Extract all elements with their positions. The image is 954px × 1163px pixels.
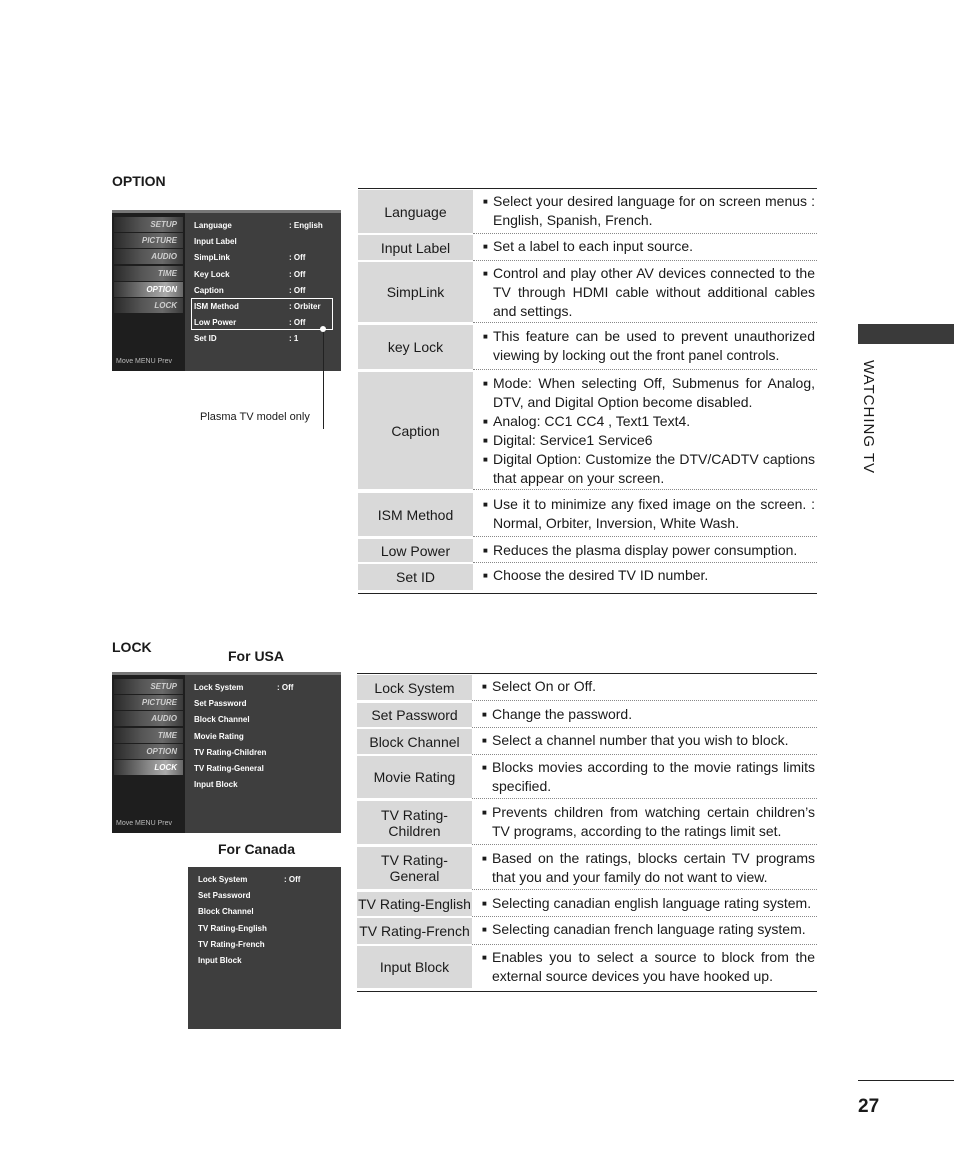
menu-row-label: Block Channel [194,715,250,725]
menu-row [198,891,250,900]
bullet-square-icon: ■ [482,682,487,691]
table-row-label: ISM Method [358,493,473,536]
menu-tab-option: OPTION [114,282,183,297]
bullet-text: Digital Option: Customize the DTV/CADTV captions that appear on your screen. [493,451,815,486]
table-top-rule [358,188,817,189]
menu-row-label: Input Label [194,237,237,247]
menu-tab-time: TIME [114,728,183,743]
bullet-text: Enables you to select a source to block from the external source devices you have hooked up. [492,949,815,984]
lock-section-label: LOCK [112,639,152,655]
menu-row-label: Key Lock [194,269,230,279]
description-bullet [482,758,815,796]
row-divider [473,562,817,563]
description-bullet [483,566,815,585]
menu-tab-audio: AUDIO [114,249,183,264]
row-divider [472,798,817,799]
table-row-description [482,849,815,887]
menu-row [194,683,294,692]
menu-row-value: : Orbiter [289,302,321,311]
bullet-square-icon: ■ [482,736,487,745]
menu-row-label: TV Rating-English [198,923,267,933]
menu-row-label: ISM Method [194,302,239,311]
menu-row-value: : Off [289,269,306,279]
bullet-text: Reduces the plasma display power consumption. [493,542,798,558]
menu-row [194,221,323,230]
menu-tab-lock: LOCK [114,298,183,313]
table-row-description [483,264,815,321]
menu-row [194,780,238,789]
canada-label: For Canada [218,841,296,857]
menu-row-value: : Off [289,285,306,295]
menu-tab-lock: LOCK [114,760,183,775]
menu-row-label: Input Block [198,956,242,965]
menu-row-label: Block Channel [198,907,254,917]
menu-row-value: : English [289,221,323,230]
bullet-square-icon: ■ [482,854,487,863]
menu-row-label: Movie Rating [194,731,244,741]
table-top-rule [357,673,817,674]
bullet-text: Prevents children from watching certain children’s TV programs, according to the ratings limit set. [492,804,815,839]
menu-row-label: Lock System [194,683,244,692]
menu-row [194,285,306,295]
table-row-description [482,758,815,796]
table-bottom-rule [358,593,817,594]
table-row-label: Input Label [358,235,473,260]
table-row-label: Movie Rating [357,756,472,798]
table-row-label: Set ID [358,564,473,590]
description-bullet [483,450,815,488]
bullet-text: Based on the ratings, blocks certain TV programs that you and your family do not want to view. [492,850,815,885]
bullet-text: Select your desired language for on screen menus : English, Spanish, French. [493,193,815,228]
menu-row [194,253,306,263]
bullet-square-icon: ■ [483,571,488,580]
plasma-highlight-box [191,298,333,330]
menu-row-value: : Off [277,683,294,692]
lock-usa-menu-screenshot [112,672,341,833]
menu-row-label: TV Rating-French [198,939,265,949]
menu-row-label: Lock System [198,875,248,884]
description-bullet [483,192,815,230]
table-row-label: Input Block [357,946,472,988]
menu-row [194,334,299,344]
description-bullet [483,374,815,412]
bullet-square-icon: ■ [483,379,488,388]
menu-row [198,907,254,916]
description-bullet [482,803,815,841]
description-bullet [483,431,815,450]
bullet-text: Selecting canadian french language rating system. [492,921,806,937]
bullet-square-icon: ■ [483,436,488,445]
table-row-description [483,327,815,365]
table-row-description [483,541,815,560]
bullet-text: This feature can be used to prevent unauthorized viewing by locking out the front panel controls. [493,328,815,363]
callout-dot [320,326,326,332]
description-bullet [483,264,815,321]
table-row-description [482,894,815,913]
option-menu-screenshot [112,210,341,371]
row-divider [472,700,817,701]
table-row-description [483,566,815,585]
bullet-square-icon: ■ [482,710,487,719]
table-bottom-rule [357,991,817,992]
description-bullet [482,920,815,939]
row-divider [472,889,817,890]
row-divider [473,536,817,537]
menu-tab-option: OPTION [114,744,183,759]
row-divider [472,844,817,845]
bullet-square-icon: ■ [482,763,487,772]
option-section-label: OPTION [112,173,166,189]
bullet-square-icon: ■ [482,953,487,962]
bullet-text: Use it to minimize any fixed image on the screen. : Normal, Orbiter, Inversion, White Wash. [493,496,815,531]
menu-row-label: Language [194,221,232,230]
description-bullet [482,894,815,913]
bullet-square-icon: ■ [483,546,488,555]
menu-sidebar [112,213,185,371]
table-row-label: Low Power [358,539,473,562]
description-bullet [482,677,815,696]
page-number: 27 [858,1096,880,1117]
menu-row-label: Caption [194,285,224,295]
table-row-label: Set Password [357,703,472,727]
menu-row-label: Set Password [194,699,247,709]
menu-row [198,875,301,884]
table-row-description [483,374,815,488]
table-row-label: TV Rating-French [357,918,472,944]
bullet-text: Change the password. [492,706,633,722]
bullet-text: Set a label to each input source. [493,238,694,254]
bullet-text: Control and play other AV devices connected to the TV through HDMI cable without additional cables and settings. [493,265,815,319]
bullet-square-icon: ■ [483,417,488,426]
bullet-text: Select On or Off. [492,678,597,694]
menu-row [194,748,266,757]
description-bullet [483,412,815,431]
menu-row [198,956,242,965]
side-tab-label: WATCHING TV [860,360,877,475]
row-divider [473,489,817,490]
bullet-text: Selecting canadian english language rating system. [492,895,812,911]
row-divider [472,944,817,945]
description-bullet [482,705,815,724]
table-row-label: Caption [358,372,473,489]
menu-row-value: : Off [289,253,306,263]
menu-row-label: Low Power [194,318,237,328]
bullet-square-icon: ■ [482,808,487,817]
row-divider [473,369,817,370]
usa-label: For USA [228,648,284,664]
bullet-text: Blocks movies according to the movie ratings limits specified. [492,759,815,794]
menu-row-label: Set Password [198,891,251,901]
lock-canada-menu-screenshot [188,867,341,1029]
bullet-text: Digital: Service1 Service6 [493,432,653,448]
bullet-square-icon: ■ [483,332,488,341]
menu-tab-setup: SETUP [114,217,183,232]
menu-tab-picture: PICTURE [114,233,183,248]
bullet-text: Mode: When selecting Off, Submenus for Analog, DTV, and Digital Option become disabled. [493,375,815,410]
menu-tab-setup: SETUP [114,679,183,694]
menu-row-label: TV Rating-Children [194,747,267,757]
menu-row [198,940,265,949]
menu-tab-time: TIME [114,266,183,281]
table-row-label: Lock System [357,675,472,700]
menu-row-label: SimpLink [194,253,231,263]
menu-row-value: : 1 [289,334,299,344]
table-row-description [483,495,815,533]
table-row-label: key Lock [358,325,473,369]
description-bullet [483,495,815,533]
bullet-square-icon: ■ [483,500,488,509]
side-tab-bar [858,324,954,344]
table-row-label: Block Channel [357,729,472,754]
bullet-square-icon: ■ [483,269,488,278]
table-row-description [483,237,815,256]
table-row-description [482,948,815,986]
callout-line [323,329,324,429]
bullet-text: Choose the desired TV ID number. [493,567,709,583]
menu-row [194,715,250,724]
menu-row [194,237,237,246]
row-divider [473,233,817,234]
table-row-description [483,192,815,230]
bullet-square-icon: ■ [483,197,488,206]
table-row-label: TV Rating-Children [357,801,472,844]
menu-sidebar [112,675,185,833]
bullet-text: Select a channel number that you wish to block. [492,732,789,748]
table-row-description [482,705,815,724]
menu-row-label: TV Rating-General [194,764,264,773]
menu-row [194,269,306,279]
description-bullet [482,731,815,750]
bullet-text: Analog: CC1 CC4 , Text1 Text4. [493,413,691,429]
table-row-label: SimpLink [358,262,473,322]
footer-rule [858,1080,954,1081]
description-bullet [483,541,815,560]
table-row-label: TV Rating-English [357,892,472,916]
menu-tab-audio: AUDIO [114,711,183,726]
row-divider [472,754,817,755]
menu-tab-picture: PICTURE [114,695,183,710]
menu-row [194,699,246,708]
row-divider [473,322,817,323]
bullet-square-icon: ■ [482,925,487,934]
bullet-square-icon: ■ [483,455,488,464]
menu-row-value: : Off [289,318,306,328]
menu-row [198,924,267,933]
menu-row [194,764,264,773]
plasma-callout: Plasma TV model only [200,411,310,423]
menu-footer-hint: Move MENU Prev [116,820,173,827]
menu-row [194,732,244,741]
description-bullet [483,237,815,256]
description-bullet [482,948,815,986]
description-bullet [483,327,815,365]
menu-row-label: Input Block [194,780,238,790]
menu-footer-hint: Move MENU Prev [116,358,173,365]
table-row-description [482,677,815,696]
row-divider [472,727,817,728]
description-bullet [482,849,815,887]
menu-row-label: Set ID [194,334,217,344]
table-row-description [482,803,815,841]
bullet-square-icon: ■ [482,899,487,908]
table-row-description [482,920,815,939]
table-row-label: TV Rating-General [357,847,472,889]
table-row-label: Language [358,190,473,233]
menu-row-value: : Off [284,875,301,884]
bullet-square-icon: ■ [483,242,488,251]
row-divider [472,916,817,917]
table-row-description [482,731,815,750]
row-divider [473,260,817,261]
